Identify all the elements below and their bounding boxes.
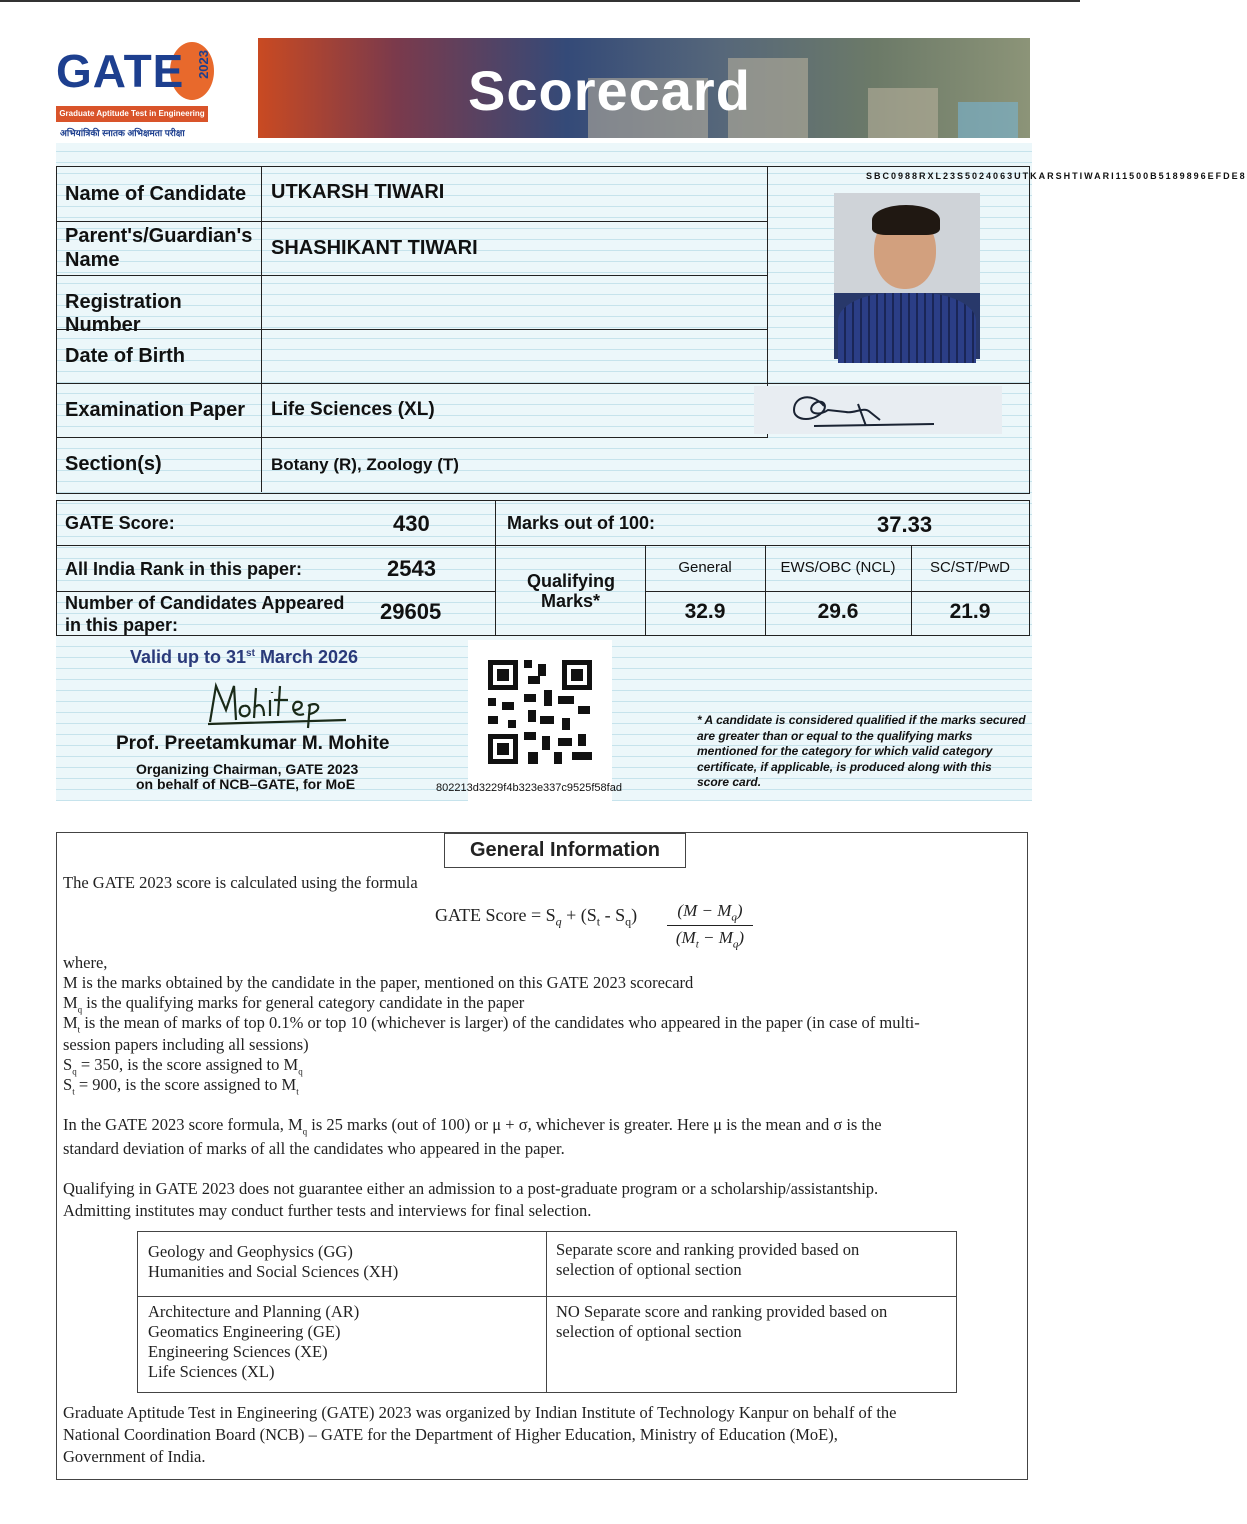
frac-den: (M xyxy=(675,928,696,948)
label-cell xyxy=(57,167,262,221)
validity-sup: st xyxy=(246,648,255,659)
gate-logo xyxy=(54,40,214,140)
formula-intro: The GATE 2023 score is calculated using the formula xyxy=(63,873,418,892)
appeared-value: 29605 xyxy=(380,599,442,624)
divider xyxy=(645,591,1029,592)
validity-suffix: March 2026 xyxy=(254,647,358,667)
divider xyxy=(495,501,496,635)
category-sc-st-pwd: SC/ST/PwD xyxy=(929,559,1010,576)
frac-den-sub2: q xyxy=(732,938,739,951)
appeared-label-2: in this paper: xyxy=(65,615,179,635)
sections-label: Section(s) xyxy=(65,453,162,475)
signatory-designation-1: Organizing Chairman, GATE 2023 xyxy=(136,761,359,777)
definition-sq-text: = 350, is the score assigned to M xyxy=(80,1055,299,1074)
definition-mt-cont: session papers including all sessions) xyxy=(63,1035,309,1054)
qualifying-label-2: Marks* xyxy=(541,591,601,611)
gate-score-formula xyxy=(435,905,637,930)
validity-prefix: Valid up to 31 xyxy=(130,647,247,667)
label-cell xyxy=(57,329,262,383)
frac-num-sub: q xyxy=(731,911,737,924)
frac-den-sub1: t xyxy=(695,938,699,951)
paper-value: Life Sciences (XL) xyxy=(271,399,435,420)
candidate-details-table xyxy=(56,166,1030,494)
table-r2c1-line: Architecture and Planning (AR) xyxy=(148,1302,360,1321)
row-registration xyxy=(57,275,767,336)
paragraph-qualifying-marks: In the GATE 2023 score formula, $M_q$ is 25 marks (out of 100) or μ + σ, whichever is greater. Here μ is the mean and σ is the xyxy=(63,1115,882,1137)
para-2b: is 25 marks (out of 100) or μ + σ, whichever is greater. Here μ is the mean and σ is the xyxy=(307,1115,882,1134)
gate-score-label: GATE Score: xyxy=(65,513,175,533)
signatory-name: Prof. Preetamkumar M. Mohite xyxy=(116,733,390,754)
paragraph-organizer-3: Government of India. xyxy=(63,1447,206,1466)
qualifying-sc-st-pwd: 21.9 xyxy=(949,600,991,623)
table-r2c1-line: Life Sciences (XL) xyxy=(148,1362,275,1381)
air-label: All India Rank in this paper: xyxy=(65,559,303,579)
marks-value: 37.33 xyxy=(877,512,933,537)
photo-ring-text: SBC0988RXL23S5024063UTKARSHTIWARI11500B5189896EFDE8 xyxy=(866,171,1247,181)
registration-label: Registration Number xyxy=(65,291,182,336)
formula-mid: + (S xyxy=(561,905,597,925)
paragraph-organizer-2: National Coordination Board (NCB) – GATE for the Department of Higher Education, Ministry of Education (MoE), xyxy=(63,1425,838,1444)
air-value: 2543 xyxy=(387,556,436,581)
table-r2c1-line: Geomatics Engineering (GE) xyxy=(148,1322,341,1341)
table-r1c1-line: Humanities and Social Sciences (XH) xyxy=(148,1262,399,1281)
para-2a: In the GATE 2023 score formula, M xyxy=(63,1115,303,1134)
table-r1c1-line: Geology and Geophysics (GG) xyxy=(148,1242,353,1261)
appeared-label-1: Number of Candidates Appeared xyxy=(65,593,345,613)
fraction-denominator: $(M_t - M_q)$ xyxy=(675,928,745,951)
banner-pool xyxy=(958,102,1018,138)
score-table xyxy=(56,500,1030,636)
row-parent xyxy=(57,221,767,276)
fraction-bar xyxy=(667,925,753,926)
signatory-designation-2: on behalf of NCB–GATE, for MoE xyxy=(136,776,356,792)
banner-title: Scorecard xyxy=(468,59,751,122)
section-scoring-table xyxy=(137,1231,957,1393)
paper-label: Examination Paper xyxy=(65,399,246,421)
divider xyxy=(138,1296,956,1297)
parent-label-2: Name xyxy=(65,249,120,271)
definition-st-text: = 900, is the score assigned to M xyxy=(78,1075,297,1094)
row-name xyxy=(57,167,767,222)
candidate-signature xyxy=(754,386,1002,434)
paragraph-qualifying-marks-cont: standard deviation of marks of all the candidates who appeared in the paper. xyxy=(63,1139,565,1158)
frac-num: (M − M xyxy=(677,901,732,920)
formula-sub-q: q xyxy=(555,914,562,929)
qualifying-general: 32.9 xyxy=(684,600,726,623)
table-r1c2-line: Separate score and ranking provided based on xyxy=(556,1240,860,1259)
definition-mt-text: is the mean of marks of top 0.1% or top 10 (whichever is larger) of the candidates who appeared in the paper (in case of multi- xyxy=(84,1013,920,1032)
chairman-signature xyxy=(200,676,350,737)
table-r2c2-line: selection of optional section xyxy=(556,1322,742,1341)
name-label: Name of Candidate xyxy=(65,183,247,205)
row-sections xyxy=(57,437,1029,492)
label-cell xyxy=(57,383,262,437)
photo-shirt xyxy=(838,293,976,363)
row-paper xyxy=(57,383,767,438)
paragraph-admission: Qualifying in GATE 2023 does not guarantee either an admission to a post-graduate program or a scholarship/assistantship. xyxy=(63,1179,879,1198)
general-information-section xyxy=(56,832,1028,1480)
scorecard-banner xyxy=(258,38,1030,138)
definition-st: $S_t = 900$, is the score assigned to $M_t$ xyxy=(63,1075,299,1097)
top-border xyxy=(0,0,1080,2)
category-general: General xyxy=(678,559,732,576)
frac-den-mid: − M xyxy=(698,928,733,948)
table-r1c2 xyxy=(556,1240,859,1280)
definition-mq-text: is the qualifying marks for general category candidate in the paper xyxy=(86,993,525,1012)
marks-label: Marks out of 100: xyxy=(507,513,656,533)
photo-hair xyxy=(872,205,940,235)
formula-sub-t: t xyxy=(596,914,601,929)
qualifying-note: * A candidate is considered qualified if the marks secured are greater than or equal to the qualifying marks mentioned for the category for which valid category certificate, if applicable, is produced along with this score card. xyxy=(697,713,1026,789)
table-r2c1 xyxy=(148,1302,359,1382)
paragraph-organizer: Graduate Aptitude Test in Engineering (GATE) 2023 was organized by Indian Institute of Technology Kanpur on behalf of the xyxy=(63,1403,897,1422)
definition-m: M is the marks obtained by the candidate in the paper, mentioned on this GATE 2023 scorecard xyxy=(63,973,694,992)
candidate-photo xyxy=(834,193,980,359)
qr-code xyxy=(468,640,612,802)
dob-label: Date of Birth xyxy=(65,345,185,367)
paragraph-admission-cont: Admitting institutes may conduct further tests and interviews for final selection. xyxy=(63,1201,592,1220)
where-text: where, xyxy=(63,953,108,972)
definition-mq: $M_q$ is the qualifying marks for general category candidate in the paper xyxy=(63,993,525,1015)
chairman-signature-scribble xyxy=(200,676,350,732)
validity-text xyxy=(130,647,358,668)
sections-value: Botany (R), Zoology (T) xyxy=(271,455,459,474)
table-r1c2-line: selection of optional section xyxy=(556,1260,742,1279)
fraction-numerator: $(M - M_q)$ xyxy=(677,901,743,924)
row-dob xyxy=(57,329,767,384)
banner-building xyxy=(868,88,938,138)
table-r1c1 xyxy=(148,1242,398,1282)
gate-score-value: 430 xyxy=(393,511,430,536)
divider xyxy=(546,1232,547,1392)
logo-year: 2023 xyxy=(196,50,211,79)
table-r2c2 xyxy=(556,1302,887,1342)
formula-end: ) xyxy=(631,905,638,925)
qualifying-label-1: Qualifying xyxy=(527,571,616,591)
qr-hash: 802213d3229f4b323e337c9525f58fad xyxy=(436,782,622,794)
qualifying-ews-obc: 29.6 xyxy=(817,600,859,623)
divider xyxy=(57,545,1029,546)
formula-sub-q2: q xyxy=(625,914,632,929)
logo-text: GATE xyxy=(56,45,185,97)
signature-scribble xyxy=(754,386,1002,434)
definition-sq: $S_q = 350$, is the score assigned to $M_q$ xyxy=(63,1055,303,1077)
label-cell xyxy=(57,221,262,275)
formula-mid2: - S xyxy=(600,905,626,925)
general-information-title: General Information xyxy=(444,833,686,868)
label-cell xyxy=(57,275,262,336)
table-r2c2-line: NO Separate score and ranking provided based on xyxy=(556,1302,888,1321)
formula-lhs: GATE Score = S xyxy=(435,905,556,925)
table-r2c1-line: Engineering Sciences (XE) xyxy=(148,1342,328,1361)
parent-value: SHASHIKANT TIWARI xyxy=(271,237,478,259)
name-value: UTKARSH TIWARI xyxy=(271,181,445,203)
label-cell xyxy=(57,437,262,492)
logo-tagline: Graduate Aptitude Test in Engineering xyxy=(56,106,208,122)
category-ews-obc: EWS/OBC (NCL) xyxy=(780,559,896,576)
definition-mt: $M_t$ is the mean of marks of top 0.1% or top 10 (whichever is larger) of the candidates who appeared in the paper (in case of multi- xyxy=(63,1013,920,1035)
logo-hindi: अभियांत्रिकी स्नातक अभिक्षमता परीक्षा xyxy=(60,128,185,138)
parent-label-1: Parent's/Guardian's xyxy=(65,225,253,247)
divider xyxy=(57,591,495,592)
qr-code-pattern xyxy=(468,640,612,780)
formula-fraction xyxy=(667,901,753,951)
